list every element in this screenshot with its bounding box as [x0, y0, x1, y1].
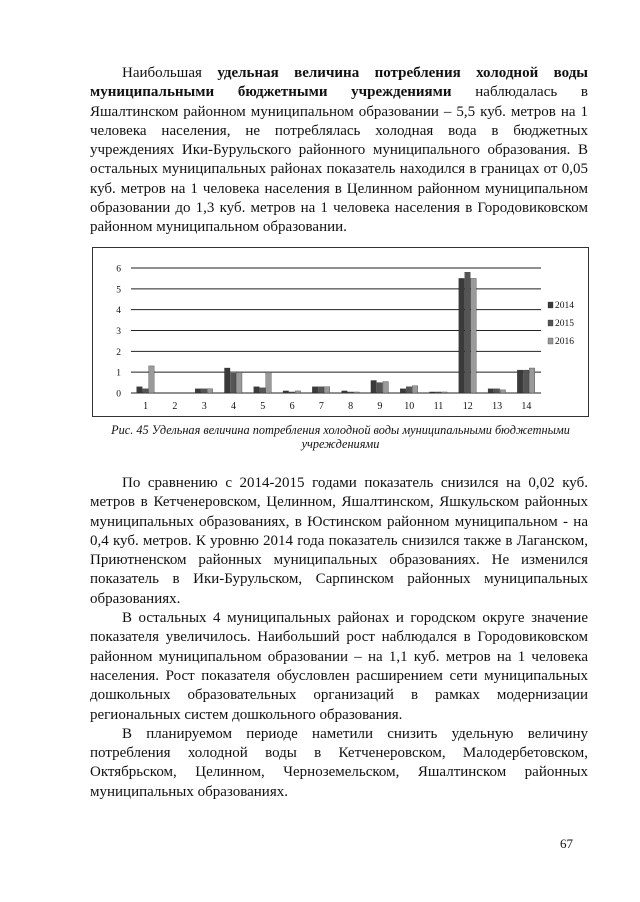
bar-chart — [93, 248, 588, 416]
y-tick-label: 3 — [116, 327, 121, 337]
x-tick-label: 13 — [492, 401, 503, 412]
x-tick-label: 3 — [201, 401, 207, 412]
bar — [231, 373, 237, 393]
paragraph-decline: По сравнению с 2014-2015 годами показатель снизился на 0,02 куб. метров в Кетченеровском, Целинном, Яшалтинском, Яшкульском районных муниципальных образованиях, в Юстинском районном муниципальном - на 0,4 куб. метров. К уровню 2014 года показатель снизился также в Лаганском, Приютненском районных муниципальных образованиях. Не изменился показатель в Ики-Бурульском, Сарпинском районных муниципальных образованиях. — [90, 475, 588, 607]
bar — [318, 387, 324, 393]
bar — [383, 382, 389, 393]
legend-label: 2014 — [555, 301, 574, 311]
bar — [412, 386, 418, 393]
bar — [342, 391, 348, 393]
bar — [137, 387, 143, 393]
paragraph-plans: В планируемом периоде наметили снизить удельную величину потребления холодной воды в Кетченеровском, Малодербетовском, Октябрьском, Целинном, Черноземельском, Яшалтинском районных муниципальных образованиях. — [90, 725, 588, 800]
bar — [436, 392, 442, 393]
legend-swatch — [548, 320, 553, 326]
bar — [283, 391, 289, 393]
bar — [201, 389, 207, 393]
x-tick-label: 10 — [404, 401, 415, 412]
bar — [254, 387, 259, 393]
legend-label: 2015 — [555, 319, 574, 329]
bar — [494, 389, 500, 393]
x-tick-label: 1 — [143, 401, 149, 412]
y-tick-label: 6 — [116, 264, 121, 275]
bar — [529, 368, 535, 393]
bar — [488, 389, 494, 393]
bar — [400, 389, 406, 393]
bar — [371, 381, 377, 394]
y-tick-label: 1 — [116, 368, 121, 379]
legend-swatch — [548, 338, 553, 344]
bar — [471, 278, 477, 393]
intro-text-start: Наибольшая — [122, 65, 218, 81]
bar — [465, 272, 471, 393]
y-tick-label: 2 — [116, 347, 121, 358]
bar — [266, 372, 272, 393]
legend-swatch — [548, 302, 553, 308]
x-tick-label: 11 — [433, 401, 444, 412]
bar — [459, 278, 465, 393]
chart-frame — [92, 247, 589, 417]
x-tick-label: 6 — [289, 401, 295, 412]
bar — [348, 392, 354, 393]
bar — [143, 389, 149, 393]
x-tick-label: 2 — [172, 401, 178, 412]
x-tick-label: 5 — [260, 401, 266, 412]
paragraph-growth: В остальных 4 муниципальных районах и городском округе значение показателя увеличилось. Наибольший рост наблюдался в Городовиковском районном муниципальном образовании – на 1,1 куб. метров на 1 человека населения. Рост показателя обусловлен расширением сети муниципальных дошкольных образовательных организаций в рамках модернизации региональных систем дошкольного образования. — [90, 610, 588, 723]
bar — [237, 372, 243, 393]
bar — [195, 389, 201, 393]
x-tick-label: 14 — [521, 401, 532, 412]
figure-caption: Рис. 45 Удельная величина потребления холодной воды муниципальными бюджетными учреждениями — [111, 423, 570, 451]
y-tick-label: 0 — [116, 389, 121, 400]
x-tick-label: 8 — [348, 401, 354, 412]
bar — [225, 368, 231, 393]
bar — [295, 391, 301, 393]
bar — [312, 387, 318, 393]
bar — [207, 389, 213, 393]
legend-label: 2016 — [555, 337, 574, 347]
y-tick-label: 4 — [116, 306, 121, 317]
bar — [442, 392, 448, 393]
page-number: 67 — [560, 836, 573, 851]
bar — [430, 392, 436, 393]
intro-text-end: наблюдалась в Яшалтинском районном муниципальном образовании – 5,5 куб. метров на 1 человека населения, не потреблялась холодная вода в бюджетных учреждениях Ики-Бурульского районного муниципального образования. В остальных муниципальных районах показатель находился в границах от 0,05 куб. метров на 1 человека населения в Целинном районном муниципальном образовании до 1,3 куб. метров на 1 человека населения в Городовиковском районном муниципальном образовании. — [90, 84, 588, 236]
bar — [500, 390, 506, 393]
bar — [260, 388, 266, 393]
intro-bold-phrase: удельная величина потребления холодной воды муниципальными бюджетными учреждениями — [90, 65, 588, 101]
bar — [523, 370, 529, 393]
x-tick-label: 12 — [462, 401, 473, 412]
intro-paragraph — [90, 64, 588, 238]
comparison-paragraph — [90, 474, 588, 802]
bar — [517, 370, 523, 393]
bar — [377, 383, 383, 393]
bar — [324, 387, 330, 393]
bar — [289, 392, 295, 393]
y-tick-label: 5 — [116, 285, 121, 296]
bar — [149, 366, 155, 393]
bar — [354, 392, 360, 393]
x-tick-label: 9 — [377, 401, 383, 412]
x-tick-label: 7 — [318, 401, 324, 412]
bar — [406, 387, 412, 393]
x-tick-label: 4 — [231, 401, 236, 412]
